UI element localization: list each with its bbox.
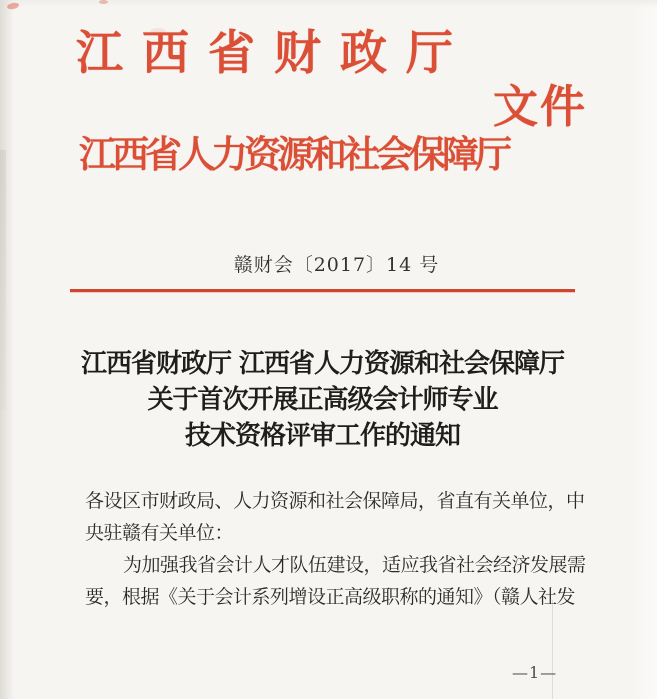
page-number: —1— xyxy=(512,663,558,682)
document-title xyxy=(70,346,575,454)
document-reference-number: 赣财会〔2017〕14 号 xyxy=(233,254,440,276)
letterhead-doc-type-label: 文件 xyxy=(493,80,588,133)
paragraph-line: 为加强我省会计人才队伍建设，适应我省社会经济发展需 xyxy=(123,554,586,576)
red-divider-rule xyxy=(70,289,575,292)
scan-edge-shadow xyxy=(0,150,6,410)
document-title-line: 江西省财政厅 江西省人力资源和社会保障厅 xyxy=(80,349,565,379)
document-title-line: 关于首次开展正高级会计师专业 xyxy=(147,385,498,415)
letterhead-agency-finance: 江西省财政厅 xyxy=(76,26,472,81)
red-scan-speck xyxy=(99,0,108,4)
letterhead-agency-hr-social-security: 江西省人力资源和社会保障厅 xyxy=(79,132,508,176)
red-scan-speck xyxy=(7,2,20,10)
salutation-line: 各设区市财政局、人力资源和社会保障局，省直有关单位，中 xyxy=(85,490,585,512)
salutation-line: 央驻赣有关单位： xyxy=(85,522,234,544)
document-title-line: 技术资格评审工作的通知 xyxy=(184,421,460,451)
paragraph-line: 要，根据《关于会计系列增设正高级职称的通知》（赣人社发 xyxy=(85,586,576,608)
scan-streak-line xyxy=(552,600,553,699)
